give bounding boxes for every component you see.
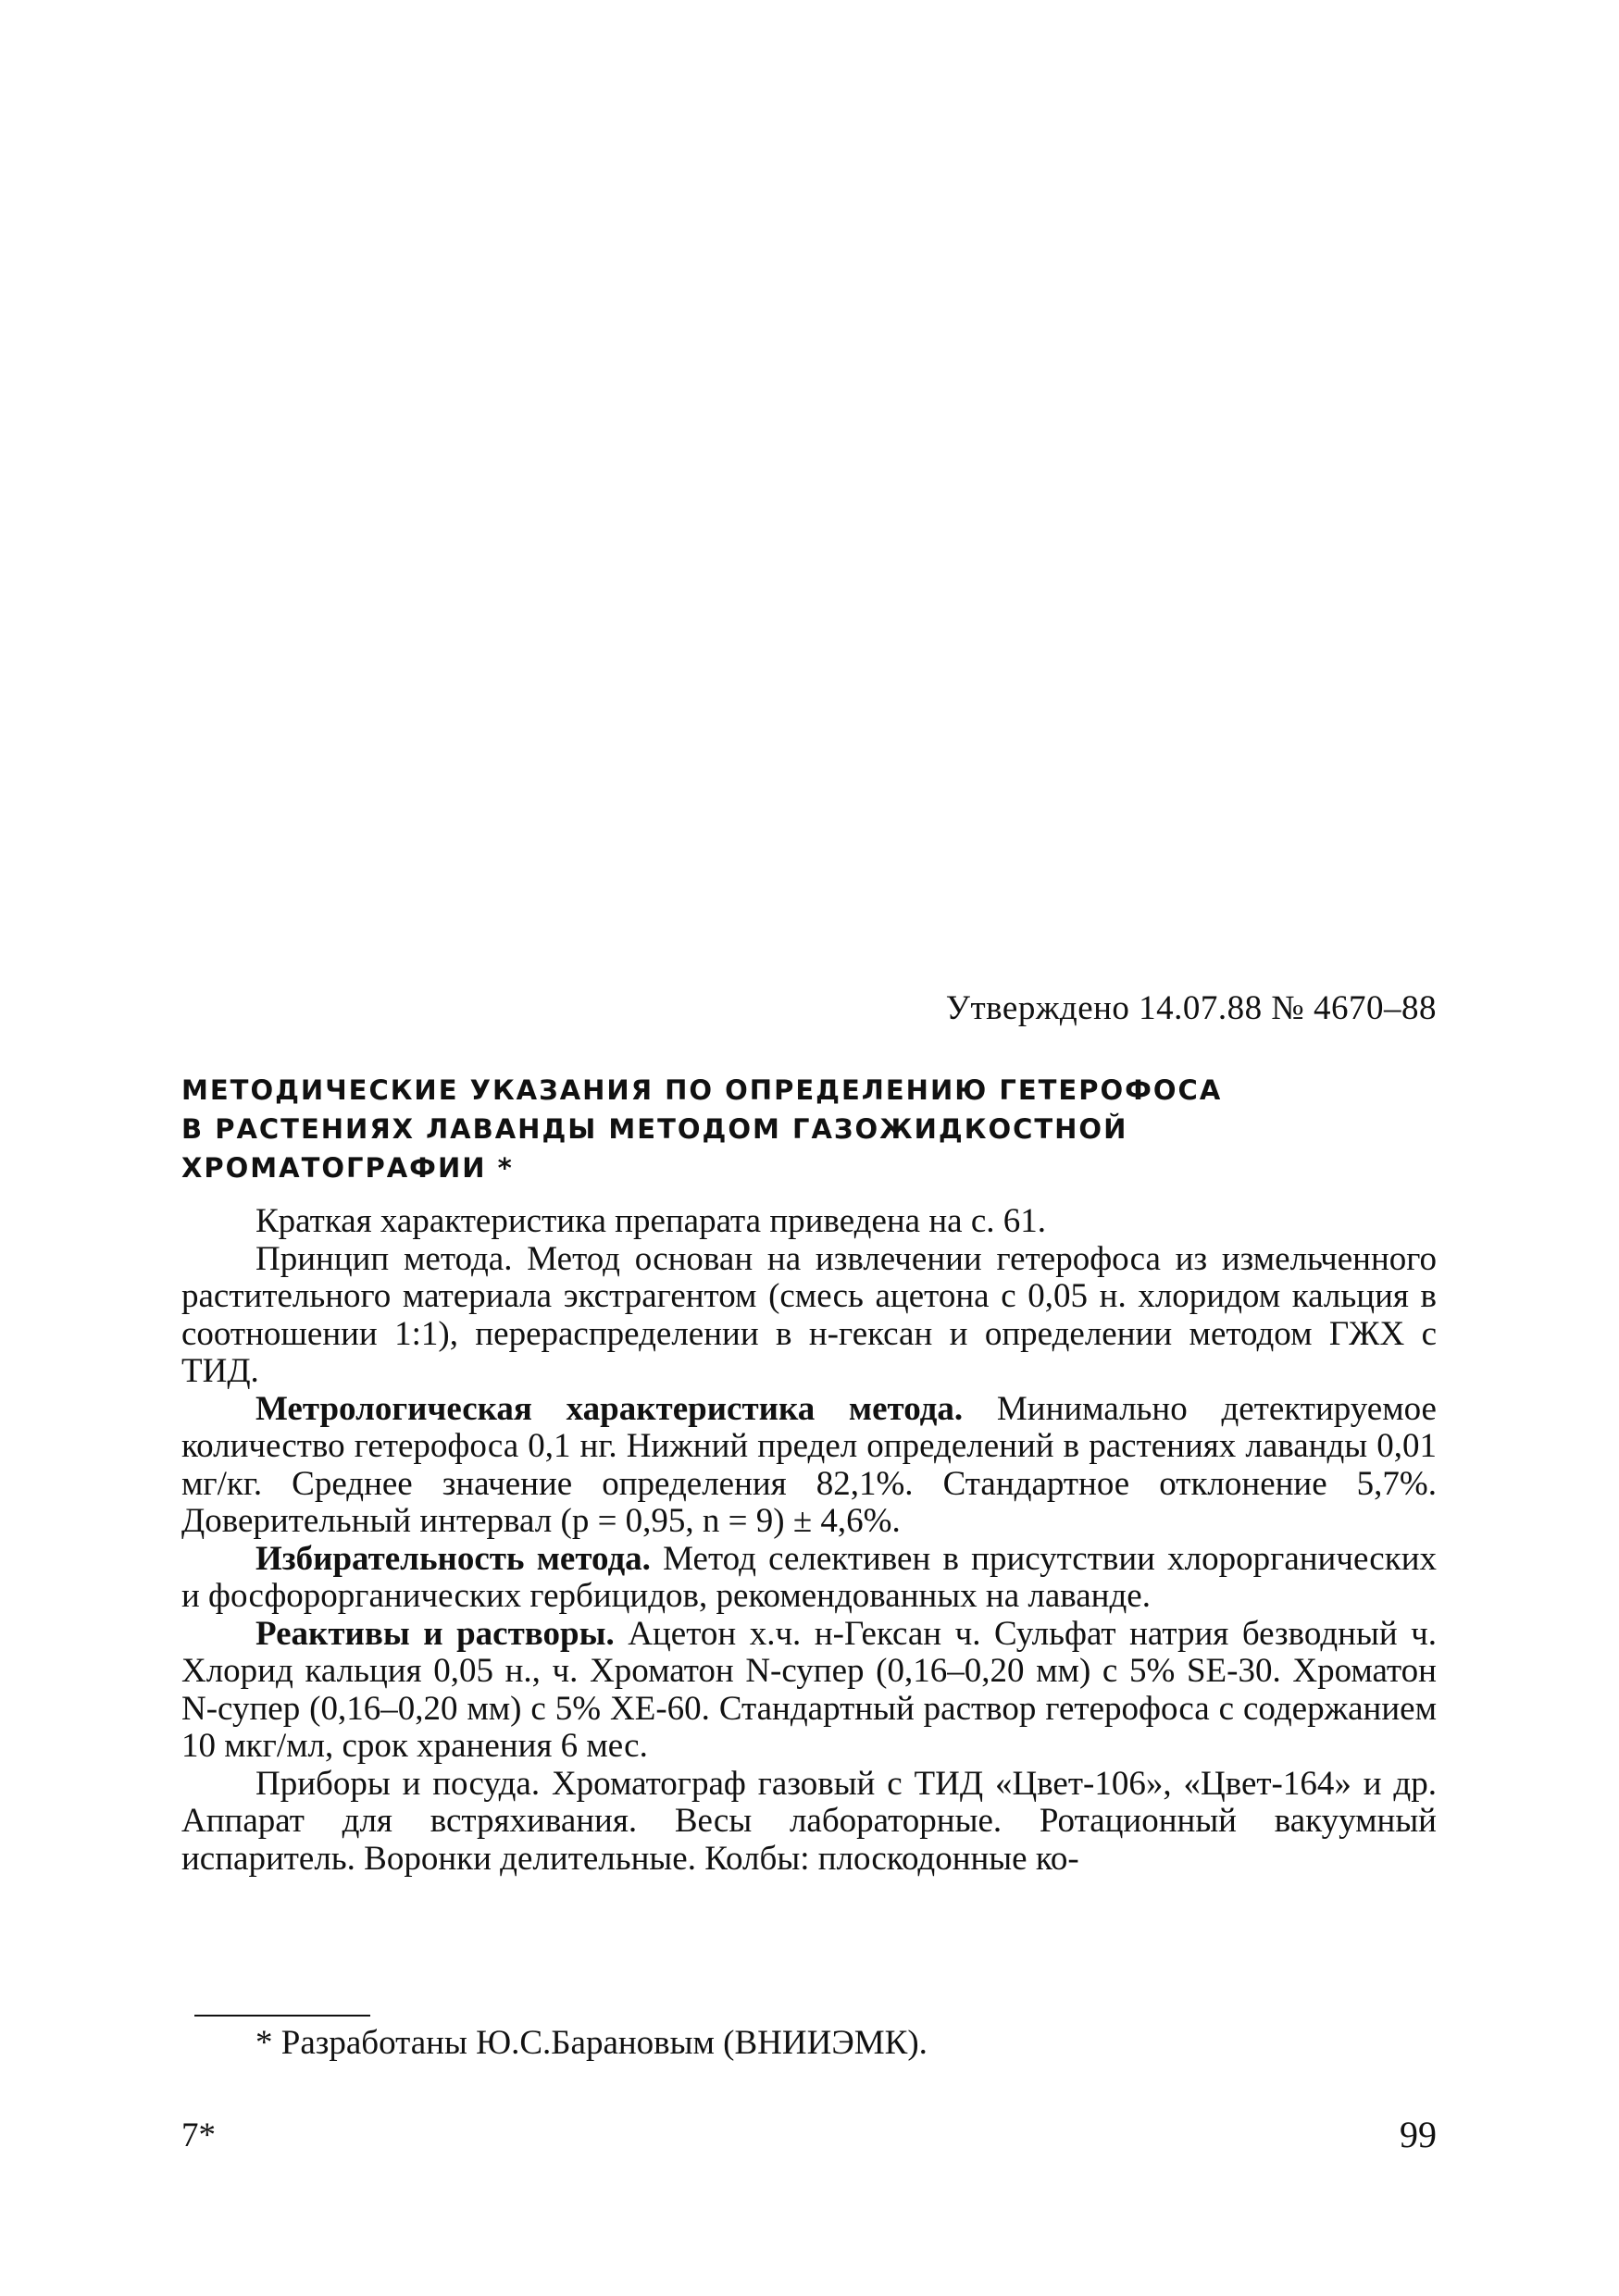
- signature-mark: 7*: [181, 2116, 216, 2154]
- paragraph-metrology: Метрологическая характеристика метода. Минимально детектируемое количество гетерофоса 0,1 нг. Нижний предел определений в растениях лаванды 0,01 мг/кг. Среднее значение определения 82,1%. Стандартное отклонение 5,7%. Доверительный интервал (p = 0,95, n = 9) ± 4,6%.: [181, 1389, 1437, 1540]
- title-line: ХРОМАТОГРАФИИ *: [181, 1152, 514, 1184]
- paragraph-heading: Метрологическая характеристика метода.: [255, 1389, 964, 1428]
- paragraph-reagents: Реактивы и растворы. Ацетон х.ч. н-Гексан ч. Сульфат натрия безводный ч. Хлорид кальция 0,05 н., ч. Хроматон N-супер (0,16–0,20 мм) с 5% SE-30. Хроматон N-супер (0,16–0,20 мм) с 5% XE-60. Стандартный раствор гетерофоса с содержанием 10 мкг/мл, срок хранения 6 мес.: [181, 1614, 1437, 1765]
- footnote-divider: [194, 2015, 370, 2017]
- title-line: МЕТОДИЧЕСКИЕ УКАЗАНИЯ ПО ОПРЕДЕЛЕНИЮ ГЕТЕРОФОСА: [181, 1074, 1223, 1106]
- paragraph-selectivity: Избирательность метода. Метод селективен в присутствии хлорорганических и фосфорорганических гербицидов, рекомендованных на лаванде.: [181, 1539, 1438, 1615]
- approval-line: Утверждено 14.07.88 № 4670–88: [945, 989, 1437, 1027]
- paragraph-heading: Реактивы и растворы.: [255, 1614, 615, 1653]
- paragraph-summary: Краткая характеристика препарата приведена на с. 61.: [255, 1202, 1046, 1240]
- body-text: [181, 1203, 1437, 1878]
- paragraph-heading: Избирательность метода.: [255, 1539, 651, 1578]
- paragraph-principle: Принцип метода. Метод основан на извлечении гетерофоса из измельченного растительного материала экстрагентом (смесь ацетона с 0,05 н. хлоридом кальция в соотношении 1:1), перераспределении в н-гексан и определении методом ГЖХ с ТИД.: [181, 1239, 1437, 1390]
- title-line: В РАСТЕНИЯХ ЛАВАНДЫ МЕТОДОМ ГАЗОЖИДКОСТНОЙ: [181, 1113, 1128, 1145]
- paragraph-equipment: Приборы и посуда. Хроматограф газовый с ТИД «Цвет-106», «Цвет-164» и др. Аппарат для встряхивания. Весы лабораторные. Ротационный вакуумный испаритель. Воронки делительные. Колбы: плоскодонные ко-: [181, 1764, 1437, 1878]
- footnote: * Разработаны Ю.С.Барановым (ВНИИЭМК).: [255, 2024, 928, 2062]
- document-title: [181, 1071, 1385, 1187]
- page-number: 99: [1400, 2114, 1437, 2155]
